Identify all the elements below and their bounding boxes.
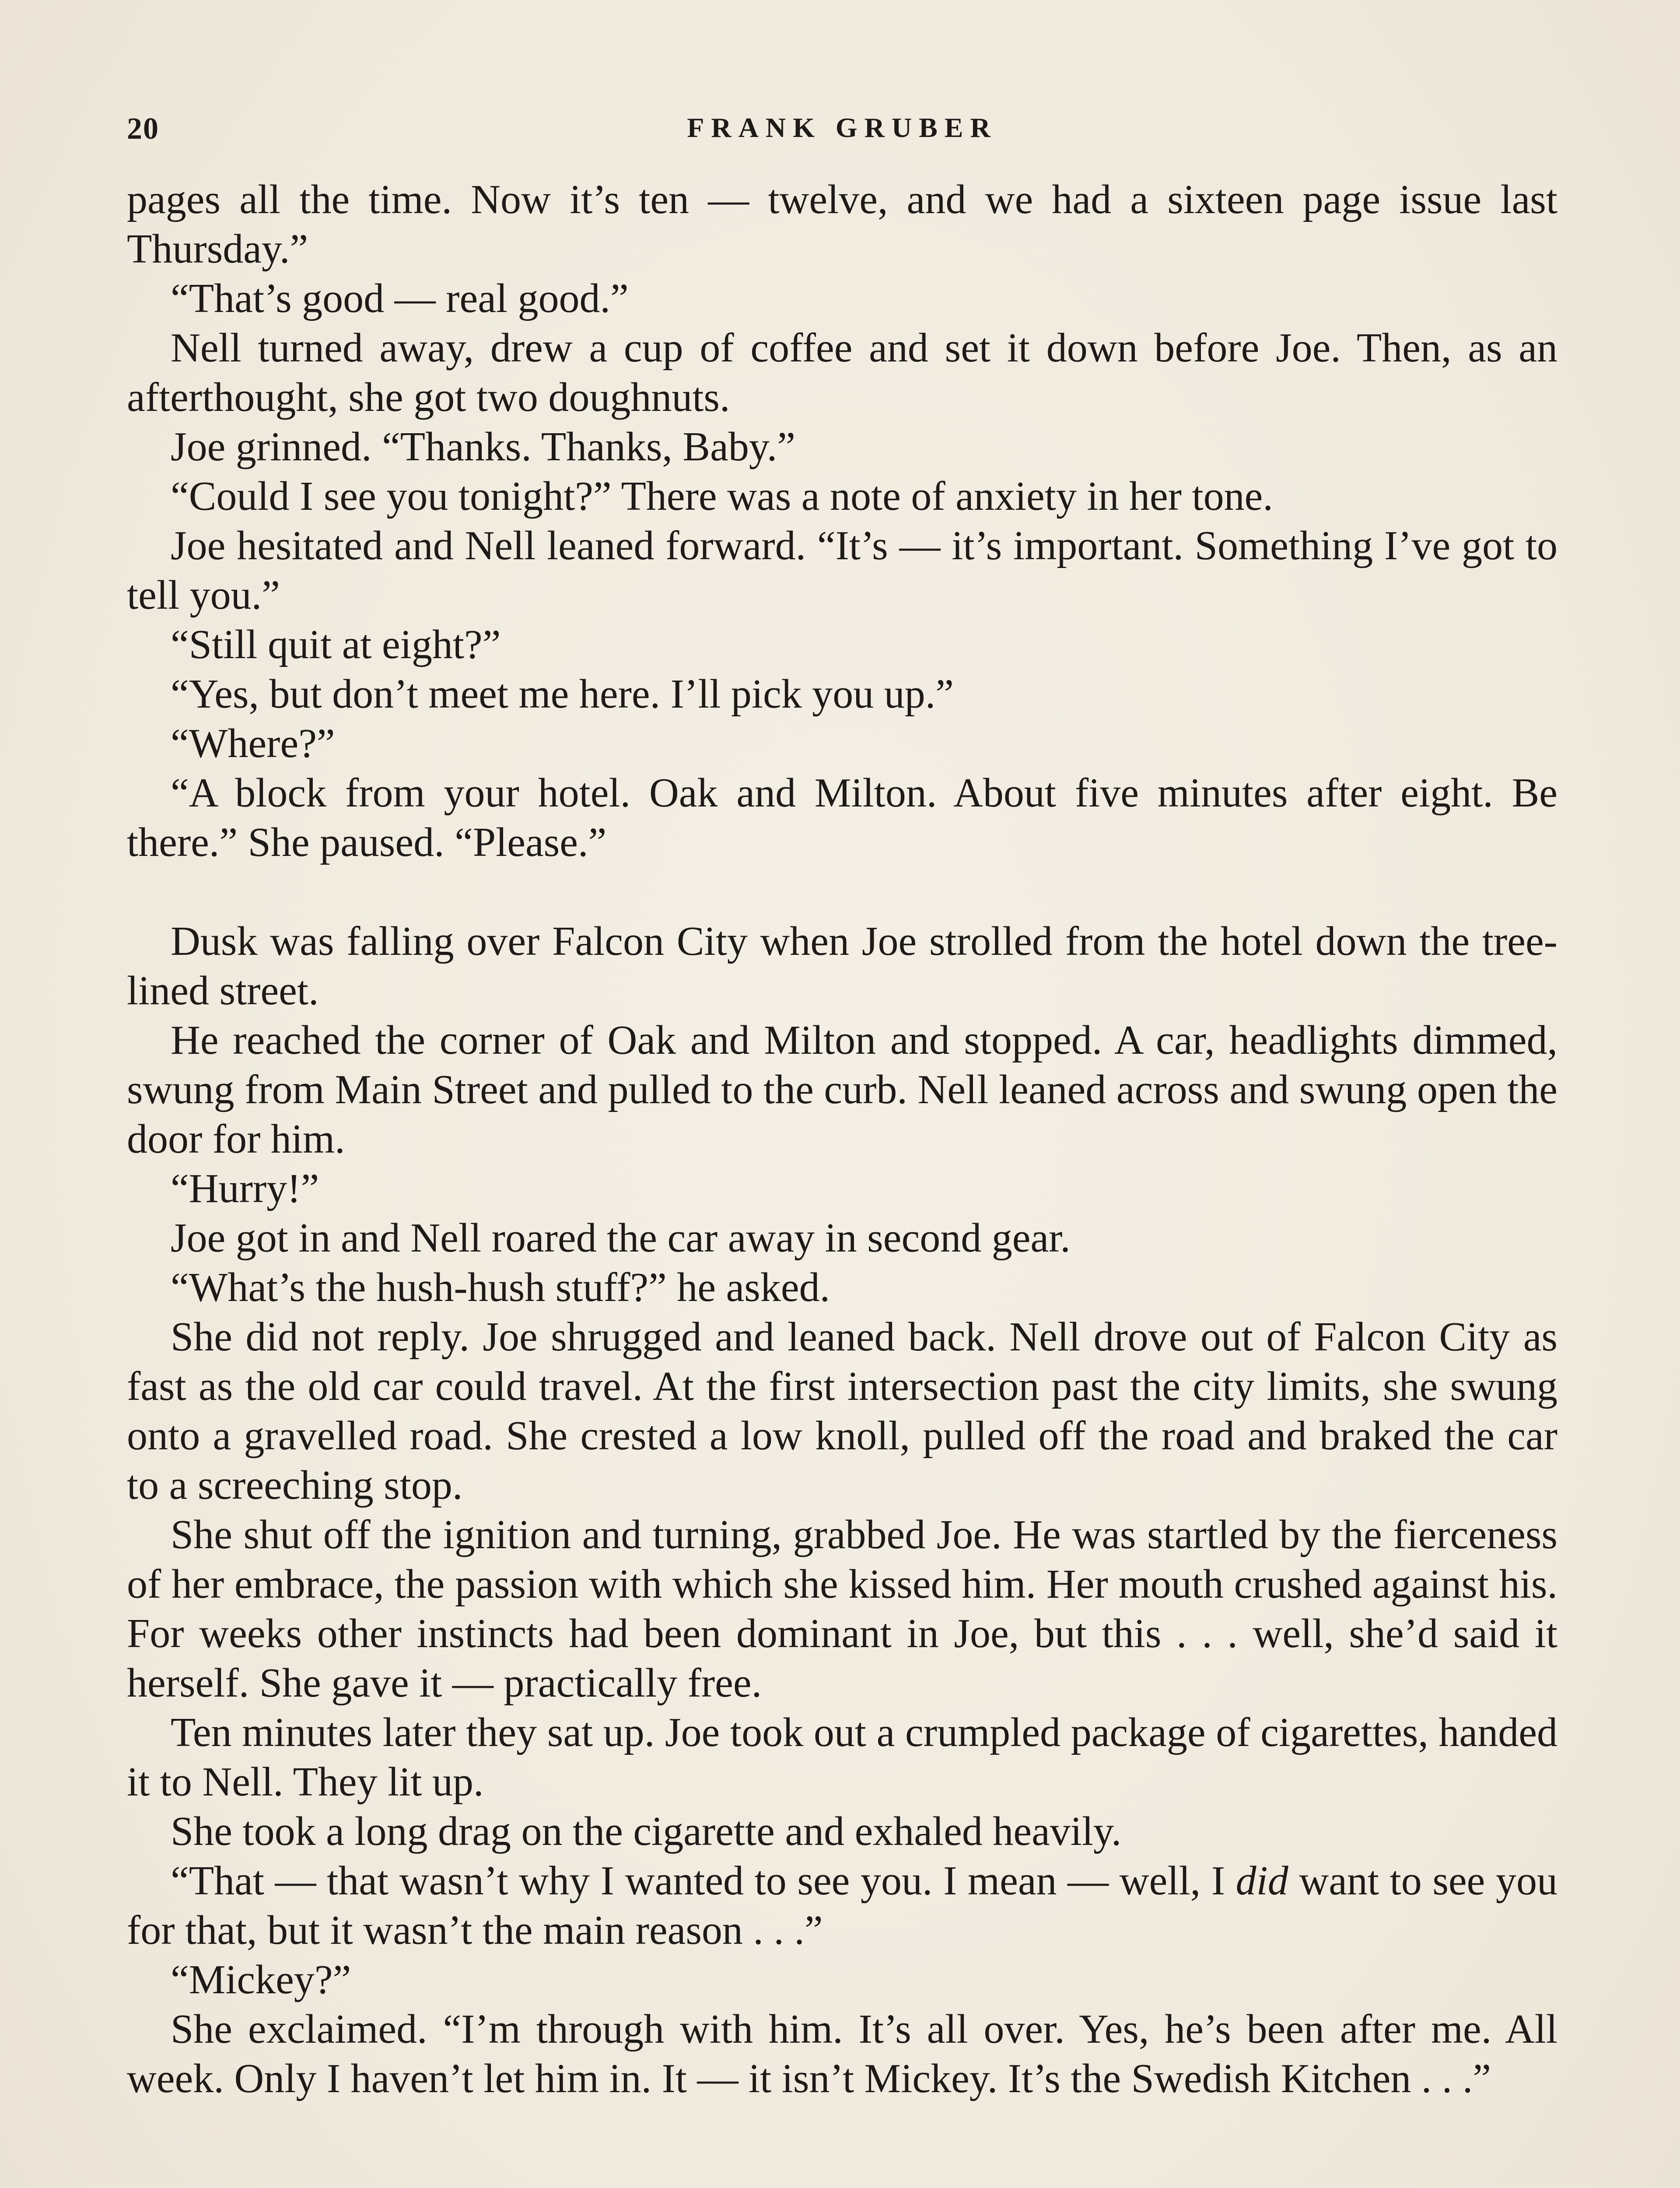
paragraph: Ten minutes later they sat up. Joe took out a crumpled package of cigarettes, handed it to Nell. They lit up. [127,1710,1558,1805]
italic-emphasis: did [1236,1858,1288,1904]
paragraph: “Mickey?” [171,1957,351,2002]
paragraph: She shut off the ignition and turning, grabbed Joe. He was startled by the fierceness of her embrace, the passion with which she kissed him. Her mouth crushed against his. For weeks other instincts had been dominant in Joe, but this . . . well, she’d said it herself. She gave it — practically free. [127,1512,1558,1706]
paragraph: “That’s good — real good.” [171,276,629,321]
text-run: want to see you for that, but it wasn’t the main reason . . .” [127,1858,1558,1953]
paragraph: Joe grinned. “Thanks. Thanks, Baby.” [171,424,795,470]
paragraph: Joe hesitated and Nell leaned forward. “It’s — it’s important. Something I’ve got to tell you.” [127,523,1558,618]
paragraph: He reached the corner of Oak and Milton and stopped. A car, headlights dimmed, swung from Main Street and pulled to the curb. Nell leaned across and swung open the door for him. [127,1017,1558,1162]
paragraph: She did not reply. Joe shrugged and leaned back. Nell drove out of Falcon City as fast as the old car could travel. At the first intersection past the city limits, she swung onto a gravelled road. She crested a low knoll, pulled off the road and braked the car to a screeching stop. [127,1314,1558,1508]
page-number: 20 [127,112,159,146]
paragraph: “Could I see you tonight?” There was a note of anxiety in her tone. [171,473,1273,519]
text-run: “That — that wasn’t why I wanted to see you. I mean — well, I [171,1858,1236,1904]
paragraph: Dusk was falling over Falcon City when Joe strolled from the hotel down the tree-lined street. [127,919,1558,1013]
paragraph: She exclaimed. “I’m through with him. It’s all over. Yes, he’s been after me. All week. Only I haven’t let him in. It — it isn’t Mickey. It’s the Swedish Kitchen . . .” [127,2006,1558,2101]
paragraph [127,1856,1558,1955]
paragraph: “Hurry!” [171,1166,319,1211]
paragraph: “Yes, but don’t meet me here. I’ll pick you up.” [171,671,954,717]
page-header [127,112,1558,155]
paragraph: pages all the time. Now it’s ten — twelve, and we had a sixteen page issue last Thursday.” [127,177,1558,272]
running-head: FRANK GRUBER [687,112,998,143]
paragraph: Nell turned away, drew a cup of coffee and set it down before Joe. Then, as an afterthought, she got two doughnuts. [127,325,1558,420]
paragraph: “Where?” [171,721,335,766]
paragraph: “What’s the hush-hush stuff?” he asked. [171,1265,830,1310]
paragraph: She took a long drag on the cigarette and exhaled heavily. [171,1809,1122,1854]
paragraph: “A block from your hotel. Oak and Milton. About five minutes after eight. Be there.” She paused. “Please.” [127,770,1558,865]
story-text [127,175,1558,2104]
paragraph: “Still quit at eight?” [171,622,501,667]
paragraph: Joe got in and Nell roared the car away in second gear. [171,1215,1071,1261]
